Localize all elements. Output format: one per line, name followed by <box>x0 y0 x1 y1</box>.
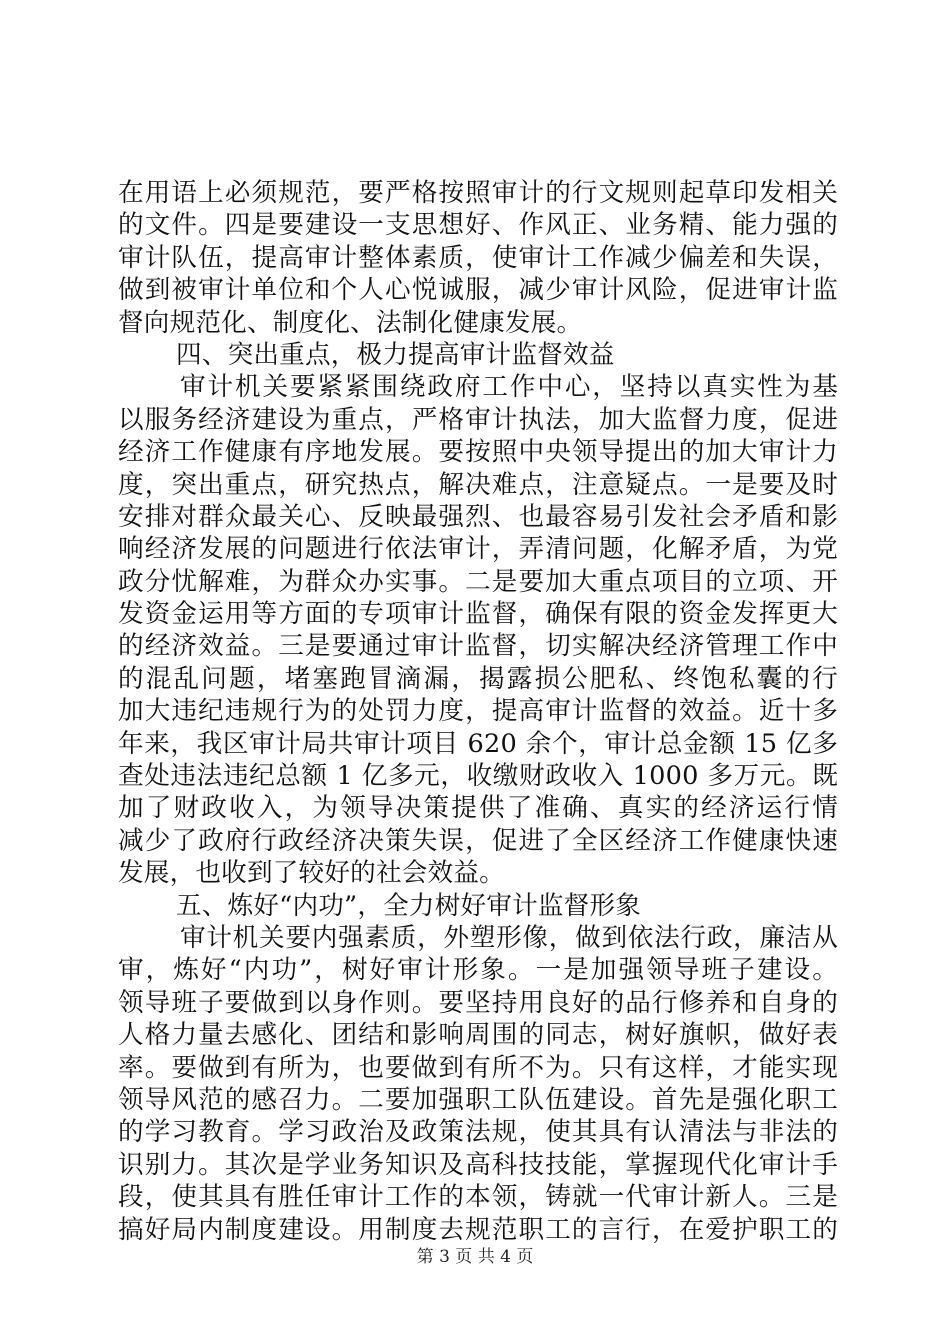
text-line: 的文件。四是要建设一支思想好、作风正、业务精、能力强的 <box>118 210 838 241</box>
section-heading: 五、炼好“内功”，全力树好审计监督形象 <box>176 890 642 921</box>
text-line: 响经济发展的问题进行依法审计，弄清问题，化解矛盾，为党 <box>118 534 838 565</box>
text-line: 查处违法违纪总额 1 亿多元，收缴财政收入 1000 多万元。既 <box>118 761 838 792</box>
text-line: 发资金运用等方面的专项审计监督，确保有限的资金发挥更大 <box>118 599 838 630</box>
text-line: 督向规范化、制度化、法制化健康发展。 <box>118 307 583 338</box>
text-line: 的经济效益。三是要通过审计监督，切实解决经济管理工作中 <box>118 631 838 662</box>
text-line: 领导班子要做到以身作则。要坚持用良好的品行修养和自身的 <box>118 987 838 1018</box>
text-line: 安排对群众最关心、反映最强烈、也最容易引发社会矛盾和影 <box>118 501 838 532</box>
text-line: 加大违纪违规行为的处罚力度，提高审计监督的效益。近十多 <box>118 696 838 727</box>
text-line: 率。要做到有所为，也要做到有所不为。只有这样，才能实现 <box>118 1052 838 1083</box>
text-line: 人格力量去感化、团结和影响周围的同志，树好旗帜，做好表 <box>118 1020 838 1051</box>
text-line: 在用语上必须规范，要严格按照审计的行文规则起草印发相关 <box>118 178 838 208</box>
text-line: 减少了政府行政经济决策失误，促进了全区经济工作健康快速 <box>118 825 838 856</box>
text-line: 做到被审计单位和个人心悦诚服，减少审计风险，促进审计监 <box>118 275 838 306</box>
text-line: 审计队伍，提高审计整体素质，使审计工作减少偏差和失误， <box>118 242 838 273</box>
text-line: 发展，也收到了较好的社会效益。 <box>118 858 505 889</box>
text-line: 搞好局内制度建设。用制度去规范职工的言行，在爱护职工的 <box>118 1214 838 1245</box>
text-line: 加了财政收入，为领导决策提供了准确、真实的经济运行情 <box>118 793 838 824</box>
text-line: 段，使其具有胜任审计工作的本领，铸就一代审计新人。三是 <box>118 1182 838 1213</box>
text-line: 以服务经济建设为重点，严格审计执法，加大监督力度，促进 <box>118 404 838 435</box>
text-line: 识别力。其次是学业务知识及高科技技能，掌握现代化审计手 <box>118 1149 838 1180</box>
text-line: 年来，我区审计局共审计项目 620 余个，审计总金额 15 亿多 <box>118 728 838 759</box>
text-line: 经济工作健康有序地发展。要按照中央领导提出的加大审计力 <box>118 437 838 468</box>
text-line: 审，炼好“内功”，树好审计形象。一是加强领导班子建设。 <box>118 955 838 986</box>
body-text <box>118 177 838 1246</box>
text-line: 政分忧解难，为群众办实事。二是要加大重点项目的立项、开 <box>118 566 838 597</box>
section-heading: 四、突出重点，极力提高审计监督效益 <box>176 339 615 370</box>
text-line: 的混乱问题，堵塞跑冒滴漏，揭露损公肥私、终饱私囊的行 <box>118 663 838 694</box>
text-line: 领导风范的感召力。二要加强职工队伍建设。首先是强化职工 <box>118 1084 838 1115</box>
text-line: 的学习教育。学习政治及政策法规，使其具有认清法与非法的 <box>118 1117 838 1148</box>
paragraph-first-line: 审计机关要紧紧围绕政府工作中心，坚持以真实性为基 <box>180 372 838 403</box>
page-footer: 第 3 页 共 4 页 <box>416 1247 534 1267</box>
text-line: 度，突出重点，研究热点，解决难点，注意疑点。一是要及时 <box>118 469 838 500</box>
paragraph-first-line: 审计机关要内强素质，外塑形像，做到依法行政，廉洁从 <box>180 922 838 953</box>
